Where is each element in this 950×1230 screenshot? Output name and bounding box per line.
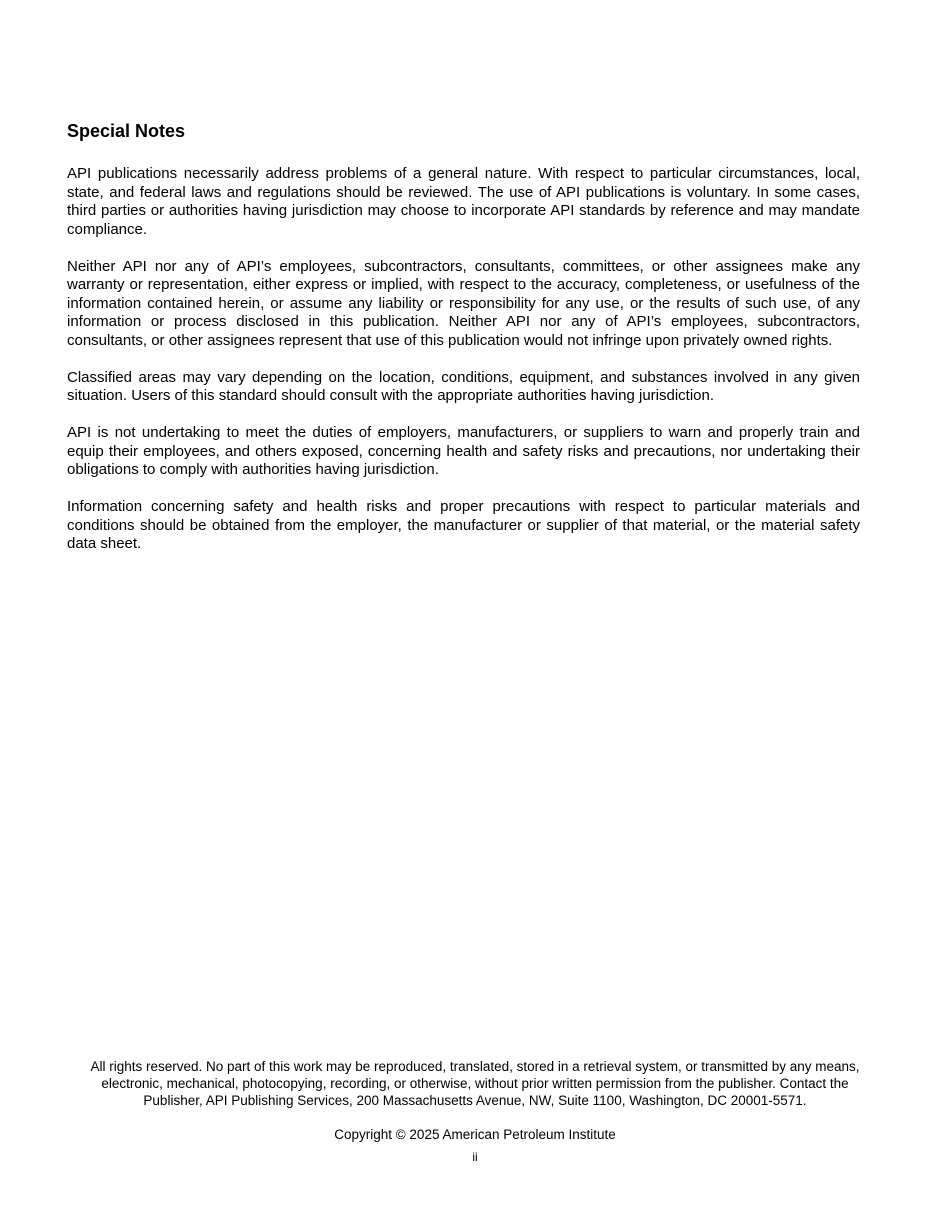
page-number: ii [472,1150,478,1165]
paragraph-classified-areas: Classified areas may vary depending on the location, conditions, equipment, and substances involved in any given situation. Users of this standard should consult with the appropriate authorities having jurisdiction. [67,368,860,404]
paragraph-employer-duties: API is not undertaking to meet the duties of employers, manufacturers, or suppliers to warn and properly train and equip their employees, and others exposed, concerning health and safety risks and precautions, nor undertaking their obligations to comply with authorities having jurisdiction. [67,424,860,478]
copyright-line: Copyright © 2025 American Petroleum Institute [334,1127,616,1143]
paragraph-warranty: Neither API nor any of API’s employees, subcontractors, consultants, committees, or other assignees make any warranty or representation, either express or implied, with respect to the accuracy, completeness, or usefulness of the information contained herein, or assume any liability or responsibility for any use, or the results of such use, of any information or process disclosed in this publication. Neither API nor any of API’s employees, subcontractors, consultants, or other assignees represent that use of this publication would not infringe upon privately owned rights. [67,257,860,349]
paragraph-scope: API publications necessarily address problems of a general nature. With respect to particular circumstances, local, state, and federal laws and regulations should be reviewed. The use of API publications is voluntary. In some cases, third parties or authorities having jurisdiction may choose to incorporate API standards by reference and may mandate compliance. [67,165,860,238]
page-footer [0,1059,950,1164]
notes-body [67,165,860,572]
rights-notice: All rights reserved. No part of this work may be reproduced, translated, stored in a retrieval system, or transmitted by any means, electronic, mechanical, photocopying, recording, or otherwise, without prior written permission from the publisher. Contact the Publisher, API Publishing Services, 200 Massachusetts Avenue, NW, Suite 1100, Washington, DC 20001-5571. [90,1059,860,1108]
section-heading: Special Notes [67,121,186,141]
paragraph-safety-information: Information concerning safety and health risks and proper precautions with respect to particular materials and conditions should be obtained from the employer, the manufacturer or supplier of that material, or the material safety data sheet. [67,498,860,552]
